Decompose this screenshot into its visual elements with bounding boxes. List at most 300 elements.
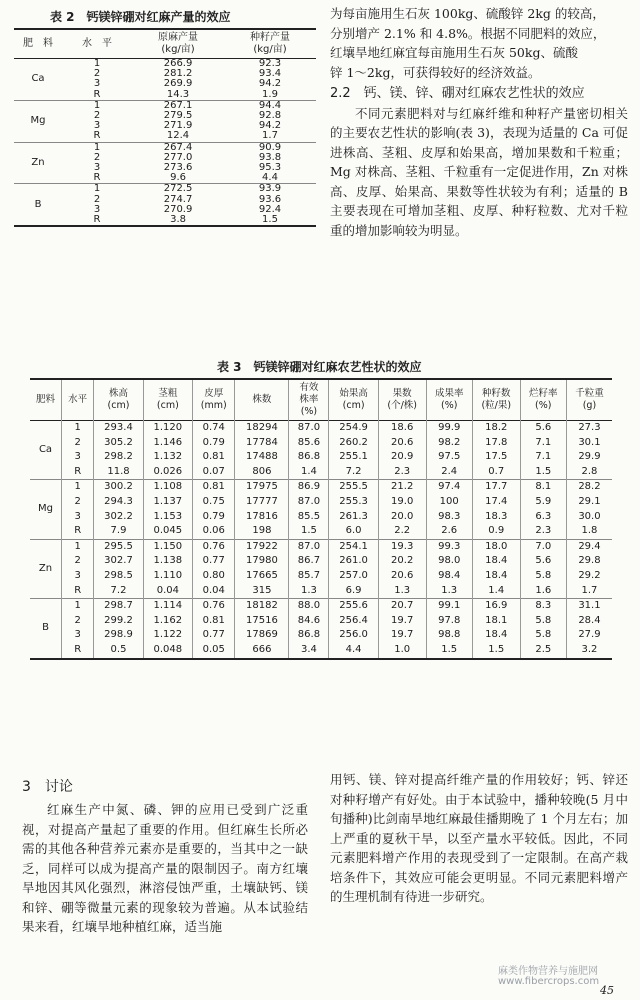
table-cell: 255.6 [329,599,378,614]
table-cell: 2.6 [426,524,472,539]
table-cell: 3 [93,162,101,174]
table-cell: 3.2 [581,643,598,655]
table-cell: 18294 [235,421,289,436]
table-cell: 2 [93,151,101,163]
table-row [30,614,612,629]
table-cell: 1.6 [520,584,566,599]
table-cell: 198 [235,524,289,539]
table-cell: 7.2 [94,584,143,599]
table-cell: 95.3 [258,162,282,174]
fertilizer-label: Ca [30,421,62,480]
table-cell: 3 [93,78,101,90]
table-cell: 1.153 [143,510,192,525]
section-heading: 2.2 钙、镁、锌、硼对红麻农艺性状的效应 [330,86,585,101]
table-cell: 1 [62,539,94,554]
discussion-heading: 3 讨论 [22,779,73,795]
table-cell: 3.4 [289,643,329,659]
table-cell: 273.6 [163,162,193,174]
table-row [30,554,612,569]
table-cell: 1.5 [426,643,472,659]
table-cell: 29.2 [578,569,601,581]
table-cell: 3 [93,203,101,215]
table-cell: 1.0 [378,643,426,659]
fertilizer-group [30,599,612,659]
table-cell: 17784 [235,436,289,451]
table-cell: 315 [235,584,289,599]
table-cell: 270.9 [163,203,193,215]
table-cell: 3 [62,569,94,584]
column-header: 种籽数 (粒/果) [472,379,520,421]
table-cell: 1 [93,58,101,69]
column-header: 肥料 [30,379,62,421]
table2-caption: 表 2 钙镁锌硼对红麻产量的效应 [50,10,231,24]
table-cell: 1.146 [143,436,192,451]
fertilizer-group [14,100,316,142]
table-cell: 87.0 [289,421,329,436]
table-cell: 806 [235,465,289,480]
discussion-right [330,770,628,907]
table-cell: 100 [426,495,472,510]
table-cell: 97.4 [426,480,472,495]
table-row [30,524,612,539]
table-cell: 2 [93,110,101,122]
table-cell: 2 [62,554,94,569]
table-cell: 1.122 [143,628,192,643]
table-cell: 20.2 [378,554,426,569]
table-cell: 5.8 [520,569,566,584]
table-cell: 18.3 [472,510,520,525]
fertilizer-label: Ca [31,73,45,85]
table-cell: 86.8 [289,628,329,643]
table-cell: 1.7 [262,130,278,142]
table-cell: 0.81 [193,450,235,465]
table-cell: 3 [62,628,94,643]
fertilizer-group [14,142,316,184]
table-cell: 267.1 [163,99,193,111]
table-cell: 17.5 [472,450,520,465]
table-cell: 27.9 [578,629,601,641]
fertilizer-group [30,421,612,480]
table-cell: 18.6 [378,421,426,436]
table-cell: 92.4 [258,203,282,215]
column-header: 株高 (cm) [94,379,143,421]
table-cell: 17975 [235,480,289,495]
table-cell: 7.1 [520,450,566,465]
table-cell: 1 [93,141,101,153]
table-cell: 19.0 [378,495,426,510]
table-cell: 17.7 [472,480,520,495]
table-cell: 293.4 [94,421,143,436]
table-cell: 98.3 [426,510,472,525]
table-cell: 30.1 [578,436,601,448]
table-row [30,599,612,614]
table-cell: 85.7 [289,569,329,584]
table-cell: 6.0 [329,524,378,539]
table-cell: 85.5 [289,510,329,525]
table-cell: 97.5 [426,450,472,465]
fertilizer-group [30,480,612,539]
table-cell: 17516 [235,614,289,629]
table-cell: 1.108 [143,480,192,495]
table-cell: 88.0 [289,599,329,614]
right-top-text [330,4,628,240]
table-cell: 1 [62,480,94,495]
table-cell: 298.5 [94,569,143,584]
table2 [14,28,316,227]
table-cell: 298.9 [94,628,143,643]
table-cell: 0.045 [143,524,192,539]
table-cell: R [62,643,94,659]
table-cell: 3 [62,510,94,525]
table-cell: 97.8 [426,614,472,629]
fertilizer-label: Mg [30,115,46,127]
table-cell: 1 [93,99,101,111]
table-cell: 8.3 [520,599,566,614]
table-cell: 260.2 [329,436,378,451]
table-cell: 18.2 [472,421,520,436]
table-cell: 3.8 [170,214,186,226]
table-row [30,465,612,480]
table-cell: 0.9 [472,524,520,539]
fertilizer-group [30,539,612,598]
table-cell: 0.04 [193,584,235,599]
text-line: 分别增产 2.1% 和 4.8%。根据不同肥料的效应， [330,25,606,41]
table-cell: 0.81 [193,480,235,495]
table-row [30,643,612,659]
table-cell: 18.1 [472,614,520,629]
table-cell: 255.1 [329,450,378,465]
table-cell: 256.4 [329,614,378,629]
table-row [30,584,612,599]
table-cell: 92.3 [258,58,282,69]
table-cell: R [93,214,101,226]
table-cell: 17922 [235,539,289,554]
table-cell: 295.5 [94,539,143,554]
table-cell: 5.8 [520,614,566,629]
table-row [30,569,612,584]
table-cell: 2.4 [426,465,472,480]
table-cell: 14.3 [166,88,190,100]
column-header: 肥 料 [23,38,53,49]
table-cell: 21.2 [378,480,426,495]
discussion-left [22,800,308,937]
table-cell: 277.0 [163,151,193,163]
column-header: 茎粗 (cm) [143,379,192,421]
table-cell: 7.1 [520,436,566,451]
column-header: 水 平 [82,38,113,49]
table-cell: 17.4 [472,495,520,510]
table-cell: 16.9 [472,599,520,614]
table-cell: 18.4 [472,554,520,569]
table-cell: 4.4 [262,172,278,184]
table-cell: 0.07 [193,465,235,480]
table-cell: 274.7 [163,193,193,205]
table-cell: 302.2 [94,510,143,525]
table-cell: 17665 [235,569,289,584]
table-cell: 98.0 [426,554,472,569]
table-cell: 98.2 [426,436,472,451]
table-cell: 0.74 [193,421,235,436]
table-cell: 12.4 [166,130,190,142]
table-cell: 267.4 [163,141,193,153]
table-cell: 17869 [235,628,289,643]
table-cell: 7.0 [520,539,566,554]
table-cell: 2.3 [520,524,566,539]
table-cell: 0.76 [193,599,235,614]
table-cell: 0.04 [143,584,192,599]
table-cell: 1.150 [143,539,192,554]
table-row [30,421,612,436]
table-cell: 1.5 [262,214,278,226]
table-cell: 1.4 [289,465,329,480]
table-cell: 6.3 [520,510,566,525]
table-cell: 261.3 [329,510,378,525]
table-cell: 1.137 [143,495,192,510]
table-cell: 3 [62,450,94,465]
table-cell: 2.5 [520,643,566,659]
table3 [30,378,612,660]
table-cell: 305.2 [94,436,143,451]
fertilizer-label: Zn [31,156,45,168]
page-number: 45 [600,984,614,997]
table-row [30,495,612,510]
table-cell: 17816 [235,510,289,525]
table-cell: 0.80 [193,569,235,584]
table-cell: 0.06 [193,524,235,539]
table2-container [14,28,316,227]
table-cell: 19.7 [378,614,426,629]
column-header: 成果率 (%) [426,379,472,421]
table-cell: 0.5 [94,643,143,659]
table-cell: 28.2 [578,481,601,493]
table-cell: 98.4 [426,569,472,584]
text-line: 锌 1～2kg，可获得较好的经济效益。 [330,64,541,80]
table-cell: 266.9 [163,58,193,69]
table-cell: R [93,172,101,184]
table-cell: 2 [93,193,101,205]
table-cell: 28.4 [578,614,601,626]
table-cell: 1.120 [143,421,192,436]
table-cell: 5.6 [520,421,566,436]
table-cell: R [93,130,101,142]
table-cell: 86.8 [289,450,329,465]
table-cell: 2 [62,495,94,510]
table-cell: 94.4 [258,99,282,111]
table-cell: 2 [62,436,94,451]
table-cell: 99.1 [426,599,472,614]
table-cell: 17980 [235,554,289,569]
discussion-right-paragraph: 用钙、镁、锌对提高纤维产量的作用较好；钙、锌还对种籽增产有好处。由于本试验中，播种较晚(5 月中旬播种)比剑南旱地红麻最佳播期晚了 1 个月左右；加上严重的夏秋干旱，以至产量水平较低。因此，不同元素肥料增产作用的表现受到了一定限制。在高产栽培条件下，其效应可能会更明显。不同元素肥料增产的生理机制有待进一步研究。 [330,772,628,904]
table-cell: 269.9 [163,78,193,90]
table-cell: 84.6 [289,614,329,629]
table-cell: 0.77 [193,628,235,643]
text-line: 红壤旱地红麻宜每亩施用生石灰 50kg、硫酸 [330,45,578,60]
table-cell: 18.0 [472,539,520,554]
table-cell: 279.5 [163,110,193,122]
table-cell: 1.8 [581,525,598,537]
table-cell: 0.7 [472,465,520,480]
table-cell: 1 [62,421,94,436]
table-cell: 87.0 [289,539,329,554]
table-row [30,436,612,451]
table-cell: 0.79 [193,436,235,451]
table-cell: 1.132 [143,450,192,465]
table-cell: 2.8 [581,465,598,477]
table-cell: 17777 [235,495,289,510]
column-header: 有效 株率 (%) [289,379,329,421]
text-line: 为每亩施用生石灰 100kg、硫酸锌 2kg 的较高， [330,6,605,21]
column-header: 水平 [62,379,94,421]
table-cell: 93.4 [258,68,282,80]
table-cell: 0.76 [193,539,235,554]
table-cell: R [62,465,94,480]
table-cell: R [62,524,94,539]
table-cell: 1.114 [143,599,192,614]
table-cell: 1.162 [143,614,192,629]
table-cell: 261.0 [329,554,378,569]
table-cell: 9.6 [170,172,186,184]
table-row [30,628,612,643]
table-cell: 87.0 [289,495,329,510]
table-cell: 0.026 [143,465,192,480]
table-cell: 5.8 [520,628,566,643]
column-header: 种籽产量 (kg/亩) [250,32,290,55]
fertilizer-label: B [30,599,62,659]
table-cell: 29.1 [578,495,601,507]
table-cell: 299.2 [94,614,143,629]
table-cell: 257.0 [329,569,378,584]
table-cell: 1.5 [520,465,566,480]
table-cell: 93.6 [258,193,282,205]
column-header: 千粒重 (g) [575,388,604,411]
table-cell: 1.3 [289,584,329,599]
table-row [30,510,612,525]
table-cell: 0.77 [193,554,235,569]
table-cell: 93.8 [258,151,282,163]
table-cell: 17.8 [472,436,520,451]
table-cell: 298.7 [94,599,143,614]
table-cell: 1.7 [581,584,598,596]
table-cell: 19.7 [378,628,426,643]
table-cell: 17488 [235,450,289,465]
table-cell: 2 [62,614,94,629]
table-cell: 255.5 [329,480,378,495]
table-cell: 0.048 [143,643,192,659]
table-cell: 6.9 [329,584,378,599]
table-cell: 1 [62,599,94,614]
table-cell: 29.4 [578,540,601,552]
table-cell: 1 [93,183,101,195]
table-cell: 27.3 [578,422,601,433]
table-cell: 31.1 [578,600,601,612]
discussion-left-paragraph: 红麻生产中氮、磷、钾的应用已受到广泛重视，对提高产量起了重要的作用。但红麻生长所必需的其他各种营养元素亦是重要的，当其中之一缺乏，同样可以成为提高产量的限制因子。南方红壤旱地因其风化强烈，淋溶侵蚀严重，土壤缺钙、镁和锌、硼等微量元素的现象较为普遍。从本试验结果来看，红壤旱地种植红麻，适当施 [22,802,308,934]
table-cell: 94.2 [258,120,282,132]
table-cell: 20.0 [378,510,426,525]
fertilizer-group [14,59,316,101]
table-cell: 29.8 [578,555,601,567]
table-cell: 5.6 [520,554,566,569]
table-row [30,480,612,495]
table-cell: 1.4 [472,584,520,599]
table-cell: 254.1 [329,539,378,554]
table-cell: 1.138 [143,554,192,569]
column-header: 始果高 (cm) [329,379,378,421]
table-cell: 1.5 [472,643,520,659]
watermark-title: 麻类作物营养与施肥网 [498,966,598,977]
table-cell: 86.7 [289,554,329,569]
table-cell: 300.2 [94,480,143,495]
table-cell: 8.1 [520,480,566,495]
table-cell: 3 [93,120,101,132]
table-cell: 92.8 [258,110,282,122]
table-cell: 98.8 [426,628,472,643]
table-cell: 302.7 [94,554,143,569]
table-cell: 2.2 [378,524,426,539]
table-cell: 0.81 [193,614,235,629]
table-cell: 18.4 [472,569,520,584]
table-cell: 85.6 [289,436,329,451]
table-cell: 2 [93,68,101,80]
table-cell: 20.9 [378,450,426,465]
table3-header-row [30,379,612,421]
table-cell: 86.9 [289,480,329,495]
table-cell: 93.9 [258,183,282,195]
table-cell: 272.5 [163,183,193,195]
table-cell: 7.9 [94,524,143,539]
table-cell: 0.79 [193,510,235,525]
fertilizer-label: Mg [30,480,62,539]
column-header: 原麻产量 (kg/亩) [158,32,199,55]
table-cell: 2.3 [378,465,426,480]
column-header: 果数 (个/株) [378,379,426,421]
table-cell: 1.3 [378,584,426,599]
table-cell: 20.6 [378,569,426,584]
table-cell: 0.75 [193,495,235,510]
table-cell: 18.4 [472,628,520,643]
table-cell: 4.4 [329,643,378,659]
table-cell: 666 [235,643,289,659]
fertilizer-label: B [34,198,42,210]
watermark-url: www.fibercrops.com [498,976,600,987]
table-cell: 30.0 [578,510,601,522]
column-header: 烂籽率 (%) [520,379,566,421]
table-cell: 99.9 [426,421,472,436]
table-cell: 255.3 [329,495,378,510]
table-cell: 294.3 [94,495,143,510]
table-cell: 254.9 [329,421,378,436]
table-cell: 99.3 [426,539,472,554]
table-cell: 18182 [235,599,289,614]
table-cell: 20.7 [378,599,426,614]
table3-caption: 表 3 钙镁锌硼对红麻农艺性状的效应 [217,360,422,374]
table-cell: 90.9 [258,141,282,153]
table-cell: 19.3 [378,539,426,554]
table-cell: 20.6 [378,436,426,451]
table-cell: 271.9 [163,120,193,132]
table2-header-row [14,29,316,59]
table-cell: 1.5 [289,524,329,539]
table-cell: 298.2 [94,450,143,465]
section-paragraph: 不同元素肥料对与红麻纤维和种籽产量密切相关的主要农艺性状的影响(表 3)，表现为适量的 Ca 可促进株高、茎粗、皮厚和始果高，增加果数和千粒重；Mg 对株高、茎粗、千粒重有一定促进作用，Zn 对株高、皮厚、始果高、果数等性状较为有利；适量的 B 主要表现在可增加茎粗、皮厚、种籽粒数、尤对千粒重的增加影响较为明显。 [330,105,628,238]
column-header: 皮厚 (mm) [193,379,235,421]
table3-container [30,378,612,660]
table-cell: 281.2 [163,68,193,80]
table-cell: 256.0 [329,628,378,643]
table-cell: 1.110 [143,569,192,584]
table-cell: 1.9 [262,88,278,100]
fertilizer-group [14,184,316,226]
table-cell: 29.9 [578,451,601,463]
